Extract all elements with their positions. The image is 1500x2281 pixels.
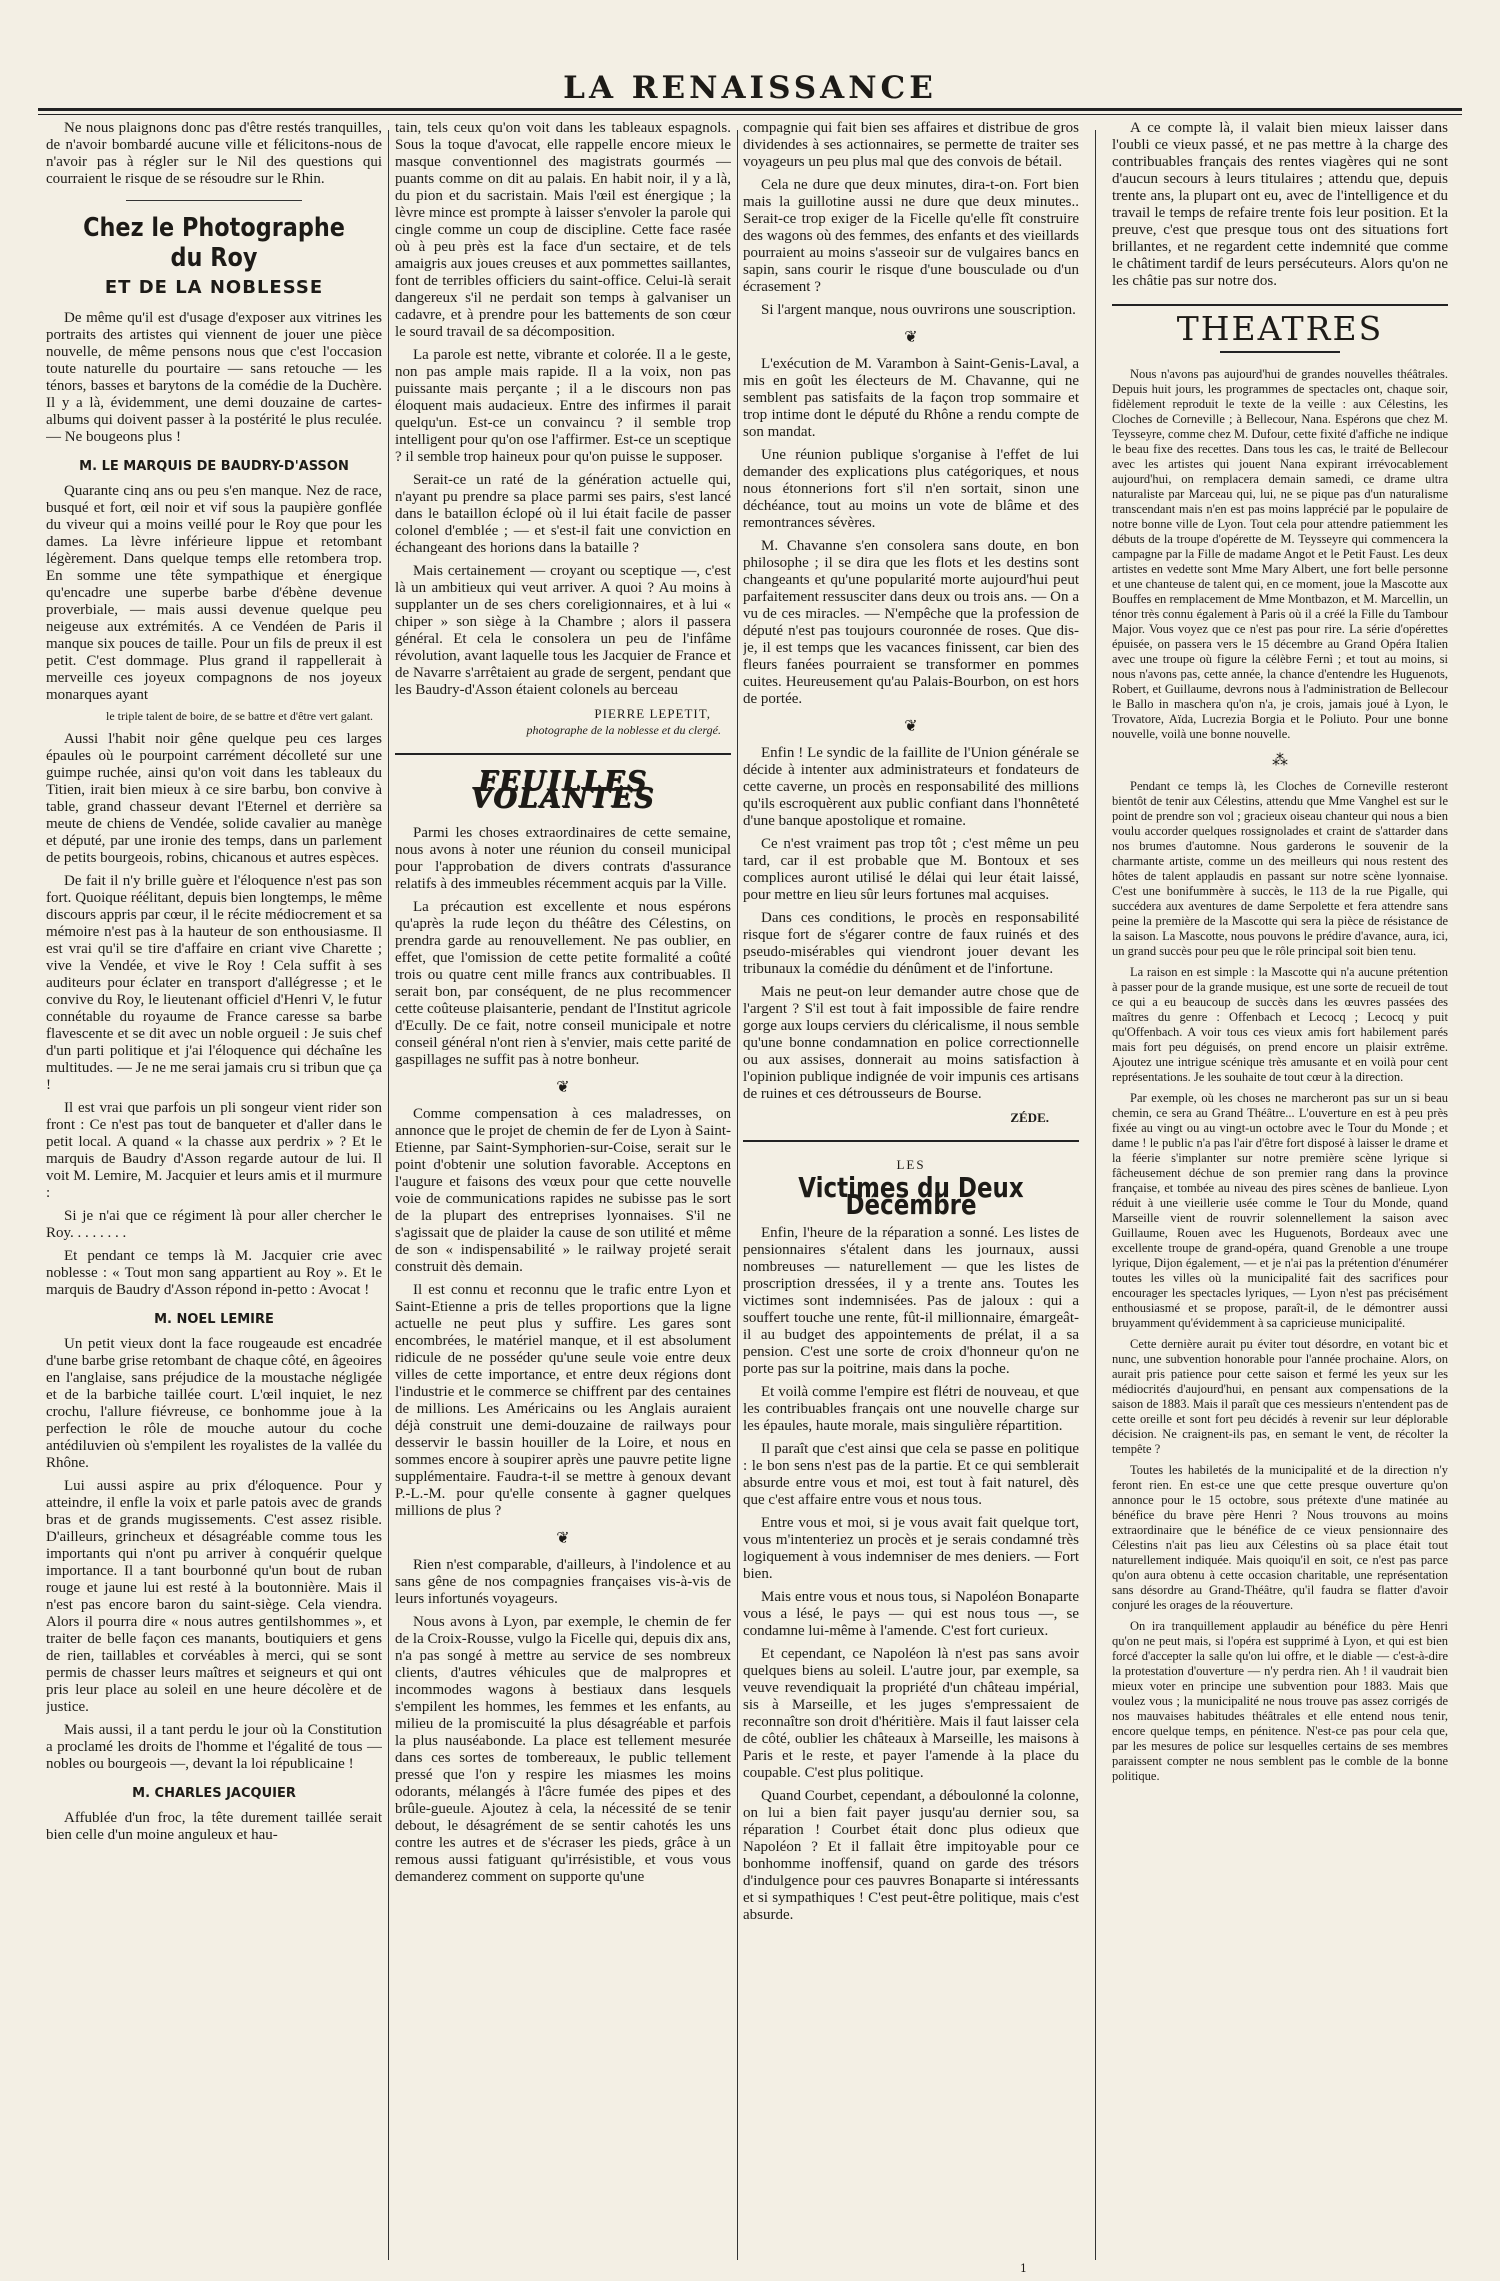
masthead-rule-thick — [38, 108, 1462, 111]
paragraph: Et pendant ce temps là M. Jacquier crie avec noblesse : « Tout mon sang appartient au Roy ». Et le marquis de Baudry d'Asson répond in-petto : Avocat ! — [46, 1248, 382, 1298]
ornament-icon: ❦ — [904, 718, 918, 735]
paragraph: Pendant ce temps là, les Cloches de Corneville resteront bientôt de tenir aux Célestins, attendu que Mme Vanghel est sur le point de prendre son vol ; gracieux oiseau chanteur qui nous a bien voulu accorder quelques rossignolades et craint de s'attarder dans nos brumes d'automne. Nous garderons le souvenir de la charmante artiste, comme un des meilleurs qui nous restent des hôtes de talent applaudis en passant sur notre scène lyonnaise. C'est une bonifummère à succès, le 113 de la rue Pigalle, qui succédera aux aventures de dame Serpolette et fera attendre sans peine la première de la Mascotte qui sera la pièce de résistance de la saison. La Mascotte, nous pouvons le prédire d'avance, aura, ici, un grand succès pour peu que le rôle principal soit bien tenu. — [1112, 779, 1448, 958]
separator — [1112, 304, 1448, 306]
separator — [1220, 351, 1340, 353]
paragraph: Il est connu et reconnu que le trafic entre Lyon et Saint-Etienne a pris de telles proportions que la ligne actuelle ne peut plus y suffire. Les gares sont encombrées, le matériel manque, et il est absolument ridicule de ne posséder qu'une seule voie entre deux villes de cette importance, et entre deux régions dont l'industrie et le commerce se chiffrent par des centaines de millions. Les Américains ou les Anglais auraient déjà construit une demi-douzaine de railways pour desservir le bassin houiller de la Loire, et nous en sommes encore à soupirer après une pauvre petite ligne supplémentaire. Faudra-t-il se mettre à genoux devant P.-L.-M. pour qu'elle consente à gagner quelques millions de plus ? — [395, 1282, 731, 1519]
paragraph: Ce n'est vraiment pas trop tôt ; c'est même un peu tard, car il est probable que M. Bontoux et ses complices auront utilisé le délai qui leur était laissé, pour mettre en lieu sûr leurs fortunes mal acquises. — [743, 836, 1079, 903]
paragraph: M. Chavanne s'en consolera sans doute, en bon philosophe ; il se dira que les flots et les destins sont changeants et qu'une popularité morte aujourd'hui peut parfaitement ressusciter dans deux ou trois ans. — On a vu de ces miracles. — N'empêche que la profession de député n'est pas toujours couronnée de roses. Que dis-je, il est temps que les vacances finissent, car bien des fleurs fanées pourraient se transformer en pommes cuites. Heureusement qu'au Palais-Bourbon, on est hors de portée. — [743, 538, 1079, 707]
paragraph: L'exécution de M. Varambon à Saint-Genis-Laval, a mis en goût les électeurs de M. Chavanne, qui ne semblent pas satisfaits de la façon trop sommaire et trop intime dont le député du Rhône a rendu compte de son mandat. — [743, 356, 1079, 440]
section-title: THEATRES — [1176, 309, 1384, 348]
masthead — [0, 0, 1500, 110]
signature: PIERRE LEPETIT, — [594, 706, 711, 721]
separator — [126, 200, 302, 201]
paragraph: Aussi l'habit noir gêne quelque peu ces larges épaules où le pourpoint carrément décolleté sur une guimpe ruchée, ainsi qu'on voit dans les tableaux du Titien, irait bien mieux à ce sire barbu, bon convive à table, grand chasseur devant l'Eternel et derrière sa meute de chiens de Vendée, solide cavalier au manège et député, par une ironie des temps, dans un parlement de petits bourgeois, robins, chicanous et autres espèces. — [46, 731, 382, 866]
asterism-icon: ⁂ — [1272, 752, 1288, 769]
paragraph: La raison en est simple : la Mascotte qui n'a aucune prétention à passer pour de la grande musique, est une sorte de recueil de tout ce qui a eu beaucoup de succès dans les œuvres passées des maîtres du genre : Offenbach et Lecocq ; Lecocq y puit qu'Offenbach. A voir tous ces vieux amis fort habilement parés mais fort peu déguisés, on prend encore un plaisir extrême. Ajoutez une intrigue scénique très amusante et en voilà pour cent représentations. Je les souhaite de tout cœur à la direction. — [1112, 965, 1448, 1084]
paragraph: Enfin ! Le syndic de la faillite de l'Union générale se décide à intenter aux administrateurs et fondateurs de cette caverne, un procès en responsabilité des millions qu'ils escroquèrent aux public confiant dans l'honnêteté d'une banque apostolique et romaine. — [743, 745, 1079, 829]
article-title: Victimes du Deux Décembre — [798, 1171, 1024, 1221]
paragraph: Enfin, l'heure de la réparation a sonné. Les listes de pensionnaires s'étalent dans les journaux, aussi nombreuses — naturellement — que les listes de proscription dressées, il y a trente ans. Toutes les victimes sont indemnisées. Pas de jaloux : qui a souffert touche une rente, fût-il millionnaire, émargeât-il au budget des appointements de prélat, il a sa pension. C'est une sorte de croix d'honneur qu'on ne porte pas sur la poitrine, mais dans la poche. — [743, 1225, 1079, 1377]
paragraph: Toutes les habiletés de la municipalité et de la direction n'y feront rien. En est-ce une que cette presque ouverture qu'on annonce pour le 15 octobre, sous prétexte d'une matinée au bénéfice du brave père Henri ? Nous trouvons au moins extraordinaire que le bénéfice de ce vieux pensionnaire des Célestins n'ait pas lieu aux Célestins où sa place était tout naturellement indiquée. Mais quoiqu'il en soit, ce n'est pas parce qu'on aura obtenu à cette occasion charitable, une représentation sans désordre au Grand-Théâtre, qu'il faudra se flatter d'avoir conjuré les orages de la réouverture. — [1112, 1463, 1448, 1612]
title-prefix: LES — [896, 1157, 926, 1172]
section-heading: M. LE MARQUIS DE BAUDRY-D'ASSON — [79, 459, 349, 474]
column-1 — [46, 120, 382, 2270]
paragraph: Un petit vieux dont la face rougeaude est encadrée d'une barbe grise retombant de chaque côté, en âgeoires en l'anglaise, sans préjudice de la moustache négligée et de la barbiche taillée court. L'œil inquiet, le nez crochu, l'allure fiévreuse, ce bonhomme joue à la perfection le rôle de mouche autour du coche antédiluvien où s'empilent les royalistes de la vallée du Rhône. — [46, 1336, 382, 1471]
ornament-icon: ❦ — [556, 1079, 570, 1096]
article-title: Chez le Photographe du Roy — [83, 213, 345, 273]
paragraph: Il est vrai que parfois un pli songeur vient rider son front : Ce n'est pas tout de banqueter et d'aller dans le petit local. A quand « la chasse aux perdrix » ? Et le marquis de Baudry d'Asson regarde autour de lui. Il voit M. Lemire, M. Jacquier et leurs amis et il murmure : — [46, 1100, 382, 1201]
masthead-rule-thin — [38, 114, 1462, 115]
signature-title: photographe de la noblesse et du clergé. — [526, 723, 721, 737]
ornament-icon: ❦ — [904, 329, 918, 346]
paragraph: Quand Courbet, cependant, a déboulonné la colonne, on lui a bien fait payer jusqu'au dernier sou, sa réparation ! Courbet était donc plus odieux que Napoléon ? Et il fallait être impitoyable pour ce bonhomme inoffensif, quand on garde des trésors d'indulgence pour ces pauvres Bonaparte si intéressants et si sympathiques ! C'est peut-être politique, mais c'est absurde. — [743, 1788, 1079, 1923]
paragraph: Nous avons à Lyon, par exemple, le chemin de fer de la Croix-Rousse, vulgo la Ficelle qui, depuis dix ans, n'a pas songé à mettre au service de ses nombreux clients, d'autres véhicules que de malpropres et incommodes wagons à bestiaux dans lesquels s'empilent les hommes, les femmes et les enfants, au milieu de la promiscuité la plus désagréable et parfois la plus nauséabonde. La place est tellement mesurée dans ces sortes de tombereaux, le public tellement pressé que l'on y respire les miasmes les moins odorants, mélangés à l'âcre fumée des pipes et des brûle-gueule. Ajoutez à cela, la nécessité de se tenir debout, le désagrément de se sentir cahotés les uns contre les autres et de s'écraser les pieds, grâce à un remous aussi fatiguant qu'irrésistible, et vous vous demanderez comment on supporte qu'une — [395, 1614, 731, 1885]
verse: le triple talent de boire, de se battre et d'être vert galant. — [106, 709, 374, 723]
intro-paragraph: Ne nous plaignons donc pas d'être restés tranquilles, de n'avoir bombardé aucune ville et félicitons-nous de n'avoir pas à régler sur le Nil des questions qui courraient le risque de se résoudre sur le Rhin. — [46, 120, 382, 187]
section-heading: M. CHARLES JACQUIER — [132, 1786, 296, 1801]
paragraph: tain, tels ceux qu'on voit dans les tableaux espagnols. Sous la toque d'avocat, elle rappelle encore mieux le masque conventionnel des magistrats gourmés — puants comme on dit au palais. En habit noir, il y a là, du pion et du sacristain. Mais l'œil est énergique ; la lèvre mince est prompte à laisser s'envoler la parole qui cingle comme un coup de discipline. Cette face rasée où à peu près est la face d'un sectaire, et de tels amaigris aux joues creuses et aux pommettes saillantes, font de terribles officiers du saint-office. Celui-là serait dangereux s'il ne perdait son temps à galvaniser un cadavre, et à prendre pour les battements de son cœur le sourd travail de sa décomposition. — [395, 120, 731, 340]
paragraph: Une réunion publique s'organise à l'effet de lui demander des explications plus catégoriques, et nous nous étonnerions fort s'il n'en sortait, sinon une déchéance, tout au moins un vote de blâme et des remontrances sévères. — [743, 447, 1079, 531]
column-divider — [737, 130, 738, 2260]
paragraph: Mais ne peut-on leur demander autre chose que de l'argent ? S'il est tout à fait impossible de faire rendre gorge aux loups cerviers du cléricalisme, il nous semble qu'une bonne condamnation en police correctionnelle ou aux assises, donnerait au moins satisfaction à l'opinion publique indignée de voir impunis ces artisans de ruines et ces détrousseurs de Bourse. — [743, 984, 1079, 1102]
paragraph: Comme compensation à ces maladresses, on annonce que le projet de chemin de fer de Lyon à Saint-Etienne, par Saint-Symphorien-sur-Coise, serait sur le point d'obtenir une solution favorable. Acceptons en l'augure et faisons des vœux pour que cette nouvelle voie de communications rapides ne subisse pas le sort de la plupart des entreprises lyonnaises. S'il ne s'agissait que de plaider la cause de son utilité et même de son « indispensabilité » le railway projeté serait construit dès demain. — [395, 1106, 731, 1275]
separator — [395, 753, 731, 755]
paragraph: Si je n'ai que ce régiment là pour aller chercher le Roy. . . . . . . . — [46, 1208, 382, 1241]
column-4 — [1112, 120, 1448, 2270]
paragraph: Entre vous et moi, si je vous avait fait quelque tort, vous m'intenteriez un procès et je serais condamné très logiquement à vous indemniser de mes deniers. — Fort bien. — [743, 1515, 1079, 1582]
paragraph: Et voilà comme l'empire est flétri de nouveau, et que les contribuables français ont une nouvelle charge sur les épaules, haute morale, mais singulière répartition. — [743, 1384, 1079, 1434]
paragraph: Serait-ce un raté de la génération actuelle qui, n'ayant pu prendre sa place parmi ses pairs, s'est lancé dans le bataillon éclopé où il lui était facile de passer colonel d'emblée ; — et s'est-il fait une conviction en échangeant des horions dans la bataille ? — [395, 472, 731, 556]
paragraph: Si l'argent manque, nous ouvrirons une souscription. — [761, 302, 1076, 318]
column-3 — [743, 120, 1079, 2270]
paragraph: Parmi les choses extraordinaires de cette semaine, nous avons à noter une réunion du conseil municipal pour l'approbation de divers contrats d'assurance relatifs à des immeubles récemment acquis par la Ville. — [395, 825, 731, 892]
paragraph: De fait il n'y brille guère et l'éloquence n'est pas son fort. Quoique réélitant, depuis bien longtemps, le même discours appris par cœur, il le récite médiocrement et sa mémoire n'est pas à la hauteur de son enthousiasme. Il est vrai qu'il se tire d'affaire en criant vive Charette ; vive la Vendée, et vive le Roy ! Cela suffit à ses auditeurs pour éclater en transport d'allégresse ; et le convive du Roy, le lieutenant officiel d'Henri V, le futur connétable du royaume de France caresse sa barbe flavescente et se dit avec un noble orgueil : Je suis chef d'un parti politique et j'ai l'éloquence qui déchaîne les multitudes. — Je ne me serai jamais cru si tribun que ça ! — [46, 873, 382, 1093]
paragraph: La parole est nette, vibrante et colorée. Il a le geste, non pas ample mais rapide. Il a la voix, non pas puissante mais perçante ; il a le discours non pas éloquent mais audacieux. Entre des infirmes il parait quelqu'un. Est-ce un convaincu ? il semble trop intelligent pour qu'on ose l'affirmer. Est-ce un sceptique ? il semble trop haineux pour qu'on puisse le supposer. — [395, 347, 731, 465]
paragraph: Mais aussi, il a tant perdu le jour où la Constitution a proclamé les droits de l'homme et l'égalité de tous — nobles ou bourgeois —, devant la loi républicaine ! — [46, 1722, 382, 1772]
paragraph: Affublée d'un froc, la tête durement taillée serait bien celle d'un moine anguleux et hau- — [46, 1810, 382, 1843]
paragraph: Quarante cinq ans ou peu s'en manque. Nez de race, busqué et fort, œil noir et vif sous la paupière gonflée du viveur qui a moins veillé pour le Roy que pour les dames. La lèvre inférieure lippue et retombant légèrement. Dans quelque temps elle retombera trop. En somme une tête sympathique et énergique qu'encadre une superbe barbe d'ébène devenue proverbiale, — mais aussi devenue quelque peu neigeuse aux extrémités. A ce Vendéen de Paris il manque six pouces de taille. Pour un fils de preux il est petit. C'est dommage. Plus grand il rappellerait à merveille ces joyeux compagnons de nos joyeux monarques ayant — [46, 483, 382, 703]
paragraph: Par exemple, où les choses ne marcheront pas sur un si beau chemin, ce sera au Grand Théâtre... L'ouverture en est à peu près fixée au vingt ou au vingt-un octobre avec le Tour du Monde ; et dame ! le public n'a pas l'air d'être fort disposé à laisser le drame et la féerie s'implanter sur notre première scène lyrique si fâcheusement déchue de son premier rang dans la province française, et tombée au niveau des pires scènes de banlieue. Lyon réduit à une vieillerie usée comme le Tour du Monde, quand Marseille vient de rouvrir solennellement la saison avec Guillaume, Rouen avec les Huguenots, Bordeaux avec une excellente troupe de grand-opéra, quand Grenoble a une troupe lyrique, Dijon également, — et je n'ai pas la prétention d'énumérer toutes les villes où la municipalité fait des sacrifices pour encourager les spectacles lyriques, — Lyon n'est pas précisément enthousiasmé et se propose, paraît-il, de le démontrer aussi bruyamment qu'évidemment à sa capricieuse municipalité. — [1112, 1091, 1448, 1330]
article-subtitle: ET DE LA NOBLESSE — [104, 277, 324, 298]
paragraph: Mais certainement — croyant ou sceptique —, c'est là un ambitieux qui veut arriver. A quoi ? Au moins à supplanter un de ses chers coreligionnaires, et à lui « chiper » son siège à la Chambre ; alors il passera général. Et cela le consolera un peu de l'infâme révolution, avant laquelle tous les Jacquier de France et de Navarre s'arrêtaient au grade de sergent, pendant que les Baudry-d'Asson étaient colonels au berceau — [395, 563, 731, 698]
newspaper-title: LA RENAISSANCE — [563, 70, 937, 106]
section-title: FEUILLES VOLANTES — [470, 766, 656, 814]
separator — [743, 1140, 1079, 1142]
column-divider — [1095, 130, 1096, 2260]
section-heading: M. NOEL LEMIRE — [154, 1312, 274, 1327]
paragraph: Dans ces conditions, le procès en responsabilité risque fort de s'égarer contre de faux ruinés et des pseudo-misérables qui viendront jouer devant les tribunaux la comédie du dénûment et de l'infortune. — [743, 910, 1079, 977]
signature: ZÉDE. — [1010, 1110, 1049, 1125]
paragraph: De même qu'il est d'usage d'exposer aux vitrines les portraits des artistes qui viennent de jouer une pièce nouvelle, de même pensons nous que c'est l'occasion toute naturelle du pourtaire — sans retouche — les ténors, basses et barytons de la comédie de la Duchère. Il y a là, évidemment, une demi douzaine de cartes-albums qui doivent passer à la postérité le plus reculée. — Ne bougeons plus ! — [46, 310, 382, 445]
paragraph: compagnie qui fait bien ses affaires et distribue de gros dividendes à ses actionnaires, se permette de traiter ses voyageurs un peu plus mal que des convois de bétail. — [743, 120, 1079, 170]
page-number: 1 — [1020, 2262, 1027, 2275]
paragraph: Il paraît que c'est ainsi que cela se passe en politique : le bon sens n'est pas de la partie. Et ce qui semblerait absurde entre vous et moi, est tout à fait naturel, dès que c'est affaire entre vous et nous tous. — [743, 1441, 1079, 1508]
paragraph: La précaution est excellente et nous espérons qu'après la rude leçon du théâtre des Célestins, on prendra garde au renouvellement. Ne pas oublier, en effet, que l'omission de cette petite formalité a coûté trois ou quatre cent mille francs aux contribuables. Il serait bon, par conséquent, de ne plus recommencer cette coûteuse plaisanterie, pendant de l'Institut agricole d'Ecully. De ce fait, notre conseil municipale et notre conseil général n'ont rien à s'envier, mais cette parité de gaspillages ne suffit pas à notre bonheur. — [395, 899, 731, 1068]
paragraph: Mais entre vous et nous tous, si Napoléon Bonaparte vous a lésé, le pays — qui est nous tous —, se condamne lui-même à l'amende. C'est fort curieux. — [743, 1589, 1079, 1639]
paragraph: Cette dernière aurait pu éviter tout désordre, en votant bic et nunc, une subvention honorable pour l'année prochaine. Alors, on aurait pris patience pour cette saison et fermé les yeux sur les médiocrités d'aujourd'hui, en pensant aux compensations de la saison de 1883. Mais il paraît que ces messieurs n'entendent pas de cette oreille et sont fort peu décidés à revenir sur leur déplorable décision. Ne craignent-ils pas, en semant le vent, de récolter la tempête ? — [1112, 1337, 1448, 1456]
paragraph: On ira tranquillement applaudir au bénéfice du père Henri qu'on ne peut mais, si l'opéra est supprimé à Lyon, et qui est bien forcé d'accepter la salle qu'on lui offre, et le diable — c'est-à-dire la protestation d'ouverture — n'y perdra rien. Ah ! il vaudrait bien mieux voter en principe une subvention pour 1883. Mais que voulez vous ; la municipalité ne nous trouve pas assez corrigés de nos mauvaises habitudes théâtrales et elle entend nous tenir, encore quelque temps, en pénitence. N'est-ce pas pour cela que, par les mesures de police sur lesquelles certains de ses membres paraissent compter ne nous semblent pas le comble de la bonne politique. — [1112, 1619, 1448, 1783]
paragraph: Rien n'est comparable, d'ailleurs, à l'indolence et au sans gêne de nos compagnies françaises vis-à-vis de leurs infortunés voyageurs. — [395, 1557, 731, 1607]
paragraph: A ce compte là, il valait bien mieux laisser dans l'oubli ce vieux passé, et ne pas mettre à la charge des contribuables français des rentes viagères qui ne sont d'aucun secours à leurs titulaires ; attendu que, depuis trente ans, la plupart ont eu, avec de l'intelligence et du travail le temps de refaire trente fois leur position. Et la preuve, c'est que presque tous ont des situations fort brillantes, et ne regardent cette indemnité que comme le châtiment tardif de leurs persécuteurs. Alors qu'on ne les châtie pas sur notre dos. — [1112, 120, 1448, 289]
column-2 — [395, 120, 731, 2270]
paragraph: Et cependant, ce Napoléon là n'est pas sans avoir quelques biens au soleil. L'autre jour, par exemple, sa veuve revendiquait la propriété d'un château impérial, sis à Marseille, et les juges s'empressaient de reconnaître son droit d'héritière. Mais il faut laisser cela de côté, oublier les châteaux à Marseille, les maisons à Paris et le reste, et payer l'amende à la place du coupable. C'est plus politique. — [743, 1646, 1079, 1781]
paragraph: Lui aussi aspire au prix d'éloquence. Pour y atteindre, il enfle la voix et parle patois avec de grands bras et de grands mugissements. C'est assez risible. D'ailleurs, grincheux et désagréable comme tous les importants qui n'ont pu arriver à conquérir quelque importance. Il a tant bourbonné qu'un bout de ruban rouge et jaune lui est resté à la boutonnière. Mais il n'est pas encore baron du saint-siège. Cela viendra. Alors il pourra dire « nous autres gentilshommes », et traiter de belle façon ces manants, boutiquiers et gens de rien, taillables et corvéables à merci, qui se sont permis de chasser leurs maîtres et seigneurs et qui ont pris leur place au soleil en une heure décolère et de justice. — [46, 1478, 382, 1715]
paragraph: Nous n'avons pas aujourd'hui de grandes nouvelles théâtrales. Depuis huit jours, les programmes de spectacles ont, chaque soir, fidèlement reproduit le texte de la veille : aux Célestins, les Cloches de Corneville ; à Bellecour, Nana. Espérons que chez M. Teysseyre, comme chez M. Dufour, cette fixité d'affiche ne indique le beau fixe des recettes. Dans tous les cas, le traité de Bellecour avec les artistes qui jouent Nana expirant irrévocablement aujourd'hui, on remplacera demain samedi, ce drame ultra naturaliste par Marceau qui, lui, ne se pique pas d'un naturalisme transcendant mais n'en est pas moins lapprécié par le populaire de notre bonne ville de Lyon. Tout cela pour attendre patiemment les débuts de la troupe d'opérette de M. Teysseyre qui commencera la campagne par la Fille de madame Angot et le Petit Faust. Les deux artistes en vedette sont Mme Mary Albert, une fort belle personne et une chanteuse de talent qui, en ce moment, joue la Mascotte aux Bouffes en remplacement de Mme Montbazon, et M. Marcellin, un ténor très connu également à Paris où il a créé la Fille du Tambour Major. Vous voyez que ce n'est pas pour rire. La série d'opérettes épuisée, on passera vers le 15 décembre au Grand Opéra Italien avec une troupe où figure la célèbre Fernì ; et tout au moins, si nous n'avons pas, cette année, la chance d'entendre les Huguenots, Robert, et Guillaume, devrons nous à l'administration de Bellecour le Ballo in maschera qu'on n'a, je crois, jamais joué à Lyon, le Trovatore, Aïda, Lucrezia Borgia et le Poliuto. Pour une bonne nouvelle, voilà une bonne nouvelle. — [1112, 367, 1448, 741]
ornament-icon: ❦ — [556, 1530, 570, 1547]
column-divider — [388, 130, 389, 2260]
paragraph: Cela ne dure que deux minutes, dira-t-on. Fort bien mais la guillotine aussi ne dure que deux minutes.. Serait-ce trop exiger de la Ficelle qu'elle fît construire des wagons où des femmes, des enfants et des vieillards pourraient au moins s'asseoir sur de vulgaires bancs en sapin, sans courir le risque d'une bousculade ou d'un écrasement ? — [743, 177, 1079, 295]
